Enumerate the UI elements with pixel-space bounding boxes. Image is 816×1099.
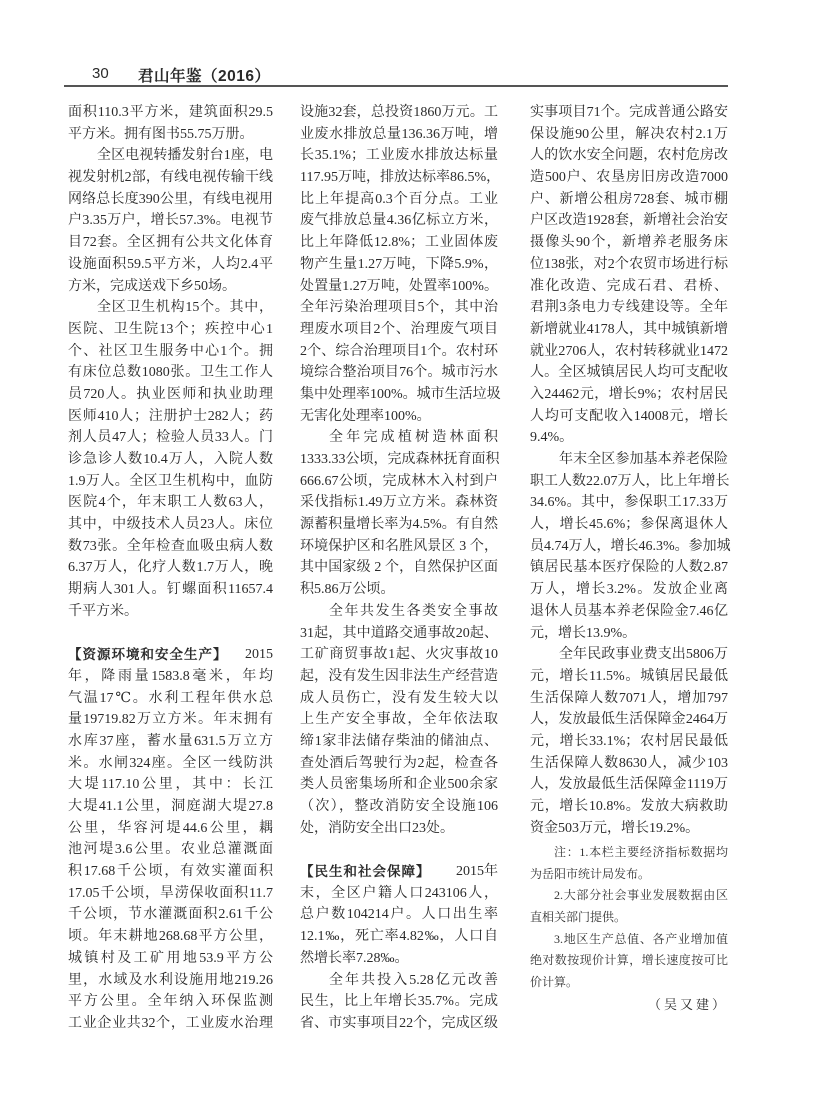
section-gap bbox=[300, 839, 498, 861]
text-line: 其中国家级 2 个，自然保护区面 bbox=[300, 560, 498, 576]
footnotes bbox=[530, 842, 728, 1016]
text-line: 镇居民基本医疗保险的人数2.87 bbox=[530, 560, 728, 576]
page-number: 30 bbox=[92, 65, 109, 82]
text-line: 业废水排放总量136.36万吨，增 bbox=[300, 126, 498, 142]
text-line: 数73张。全年检查血吸虫病人数 bbox=[68, 538, 273, 554]
text-line: 生活保障人数7071人，增加797 bbox=[530, 690, 728, 706]
text-line: 境综合整治项目76个。城市污水 bbox=[300, 365, 498, 381]
text-line: 9.4%。 bbox=[530, 430, 574, 446]
text-line: 全年完成植树造林面积 bbox=[329, 430, 498, 446]
text-line: 民生，比上年增长35.7%。完成 bbox=[300, 994, 498, 1010]
text-line: 人，发放最低生活保障金1119万 bbox=[530, 777, 728, 793]
text-line: 设施面积59.5平方米，人均2.4平 bbox=[68, 256, 273, 272]
text-line: 全年共发生各类安全事故 bbox=[329, 603, 498, 619]
text-line: 年末全区参加基本养老保险 bbox=[559, 452, 728, 467]
text-line: 气温17℃。水利工程年供水总 bbox=[68, 690, 273, 706]
text-line: 全区卫生机构15个。其中， bbox=[97, 300, 273, 316]
section bbox=[300, 861, 498, 969]
text-line: 设施32套，总投资1860万元。工 bbox=[300, 105, 498, 120]
text-line: 缔1家非法储存柴油的储油点、 bbox=[300, 733, 498, 749]
text-line: 方米，完成送戏下乡50场。 bbox=[68, 278, 236, 294]
text-line: 剂人员47人；检验人员33人。门 bbox=[68, 430, 273, 446]
text-line: 117.95万吨，排放达标率86.5%， bbox=[300, 170, 501, 186]
text-line: 员720人。执业医师和执业助理 bbox=[68, 386, 273, 402]
text-line: 666.67公顷，完成林木入村到户 bbox=[300, 473, 498, 489]
footnote-line: 3.地区生产总值、各产业增加值 bbox=[554, 931, 728, 946]
text-line: 总户数104214户。人口出生率 bbox=[300, 907, 498, 923]
text-line: 元，增长13.9%。 bbox=[530, 625, 637, 641]
text-line: 大堤117.10公里，其中：长江 bbox=[68, 777, 273, 793]
text-line: 摄像头90个，新增养老服务床 bbox=[530, 235, 728, 251]
text-column-3 bbox=[530, 102, 731, 839]
text-line: 成人员伤亡，没有发生较大以 bbox=[300, 690, 498, 706]
paragraph bbox=[530, 102, 728, 449]
text-line: 城镇村及工矿用地53.9平方公 bbox=[68, 950, 273, 966]
text-line: 君荆3条电力专线建设等。全年 bbox=[530, 300, 728, 316]
paragraph bbox=[300, 102, 501, 427]
section-heading-line bbox=[300, 861, 498, 883]
section-heading: 【资源环境和安全生产】 bbox=[68, 647, 228, 663]
text-line: 生活保障人数8630人，减少103 bbox=[530, 755, 728, 771]
text-line: 起，没有发生因非法生产经营造 bbox=[300, 668, 498, 684]
text-line: 人，增长45.6%；参保离退休人 bbox=[530, 517, 728, 533]
text-line: 6.37万人，化疗人数1.7万人，晚 bbox=[68, 560, 273, 576]
text-line: 量19719.82万立方米。年末拥有 bbox=[68, 712, 273, 728]
section-heading: 【民生和社会保障】 bbox=[300, 864, 431, 880]
text-line: 全年污染治理项目5个，其中治 bbox=[300, 300, 498, 316]
text-line: 造500户、农垦房旧房改造7000 bbox=[530, 170, 728, 186]
text-line: 处，消防安全出口23处。 bbox=[300, 820, 454, 836]
paragraph bbox=[530, 449, 731, 644]
text-line: 省、市实事项目22个，完成区级 bbox=[300, 1015, 498, 1031]
text-line: 公里，华容河堤44.6公里，耦 bbox=[68, 820, 273, 836]
text-line: 其中，中级技术人员23人。床位 bbox=[68, 517, 273, 533]
text-line: 31起，其中道路交通事故20起、 bbox=[300, 625, 498, 641]
text-line: 有床位总数1080张。卫生工作人 bbox=[68, 365, 273, 381]
text-line: 集中处理率100%。城市生活垃圾 bbox=[300, 386, 501, 402]
text-line: 环境保护区和名胜风景区 3 个， bbox=[300, 538, 498, 554]
text-line: 新增就业4178人，其中城镇新增 bbox=[530, 321, 728, 337]
text-line: 全年民政事业费支出5806万 bbox=[559, 647, 728, 663]
text-line: 就业2706人，农村转移就业1472 bbox=[530, 343, 728, 359]
text-line: 米。水闸324座。全区一线防洪 bbox=[68, 755, 273, 771]
text-line: 职工人数22.07万人，比上年增长 bbox=[530, 473, 730, 489]
text-line: （次），整改消防安全设施106 bbox=[300, 799, 498, 814]
text-line: 万人，增长3.2%。发放企业离 bbox=[530, 582, 728, 598]
text-line: 保设施90公里，解决农村2.1万 bbox=[530, 126, 728, 142]
text-line: 元，增长10.8%。发放大病救助 bbox=[530, 799, 728, 814]
text-line: 比上年提高0.3个百分点。工业 bbox=[300, 191, 498, 207]
text-line: 千公顷，节水灌溉面积2.61千公 bbox=[68, 907, 273, 923]
running-title: 君山年鉴（2016） bbox=[138, 68, 271, 85]
text-line: 查处酒后驾驶行为2起，检查各 bbox=[300, 755, 498, 771]
text-line: 元，增长33.1%；农村居民最低 bbox=[530, 733, 728, 749]
text-line: 1.9万人。全区卫生机构中，血防 bbox=[68, 473, 273, 489]
text-line: 无害化处理率100%。 bbox=[300, 408, 431, 424]
text-line: 1333.33公顷，完成森林抚育面积 bbox=[300, 452, 500, 467]
text-line: 然增长率7.28‰。 bbox=[300, 950, 409, 966]
text-line: 水库37座，蓄水量631.5万立方 bbox=[68, 733, 273, 749]
paragraph bbox=[530, 644, 728, 839]
footnote-line: 注：1.本栏主要经济指标数据均 bbox=[554, 845, 728, 859]
footnote-line: 为岳阳市统计局发布。 bbox=[530, 866, 651, 881]
text-line: 34.6%。其中，参保职工17.33万 bbox=[530, 495, 728, 511]
text-line: 退休人员基本养老保险金7.46亿 bbox=[530, 603, 728, 619]
text-line: 面积110.3平方米，建筑面积29.5 bbox=[68, 105, 273, 120]
paragraph bbox=[68, 145, 273, 297]
text-line: 位138张，对2个农贸市场进行标 bbox=[530, 256, 728, 272]
text-line: 17.05千公顷，旱涝保收面积11.7 bbox=[68, 885, 273, 901]
text-line: 2015 bbox=[245, 647, 273, 663]
text-line: 工业企业共32个，工业废水治理 bbox=[68, 1015, 273, 1031]
text-line: 顷。年末耕地268.68平方公里， bbox=[68, 929, 273, 945]
footnote-line: 2.大部分社会事业发展数据由区 bbox=[554, 888, 728, 903]
text-line: 池河堤3.6公里。农业总灌溉面 bbox=[68, 842, 273, 858]
text-line: 目72套。全区拥有公共文化体育 bbox=[68, 235, 273, 251]
text-line: 年，降雨量1583.8毫米，年均 bbox=[68, 668, 273, 684]
text-line: 平方公里。全年纳入环保监测 bbox=[68, 994, 273, 1010]
text-line: 医师410人；注册护士282人；药 bbox=[68, 408, 273, 424]
text-line: 人均可支配收入14008元，增长 bbox=[530, 408, 728, 424]
text-line: 采伐指标1.49万立方米。森林资 bbox=[300, 495, 498, 511]
text-line: 医院4个，年末职工人数63人， bbox=[68, 495, 273, 511]
section bbox=[68, 644, 273, 1034]
text-line: 资金503万元，增长19.2%。 bbox=[530, 820, 700, 836]
paragraph bbox=[300, 427, 498, 601]
text-line: 人的饮水安全问题，农村危房改 bbox=[530, 148, 728, 164]
text-line: 户3.35万户，增长57.3%。电视节 bbox=[68, 213, 273, 229]
text-line: 工矿商贸事故1起、火灾事故10 bbox=[300, 647, 498, 663]
text-line: 医院、卫生院13个；疾控中心1 bbox=[68, 321, 273, 337]
text-line: 理废水项目2个、治理废气项目 bbox=[300, 321, 498, 337]
text-line: 积17.68千公顷，有效实灌面积 bbox=[68, 864, 273, 880]
text-line: 比上年降低12.8%；工业固体废 bbox=[300, 235, 498, 251]
text-line: 户区改造1928套，新增社会治安 bbox=[530, 213, 728, 229]
text-line: 上生产安全事故，全年依法取 bbox=[300, 712, 498, 728]
footnote bbox=[530, 885, 728, 928]
text-line: 平方米。拥有图书55.75万册。 bbox=[68, 126, 254, 142]
text-line: 网络总长度390公里，有线电视用 bbox=[68, 191, 273, 207]
paragraph bbox=[68, 102, 273, 145]
text-line: 诊急诊人数10.4万人，入院人数 bbox=[68, 452, 273, 467]
footnote bbox=[530, 929, 728, 994]
text-line: 期病人301人。钉螺面积11657.4 bbox=[68, 582, 273, 598]
text-line: 人，发放最低生活保障金2464万 bbox=[530, 712, 728, 728]
section-gap bbox=[68, 623, 273, 645]
paragraph bbox=[68, 297, 273, 622]
text-line: 入24462元，增长9%；农村居民 bbox=[530, 386, 728, 402]
paragraph bbox=[300, 601, 498, 840]
paragraph bbox=[300, 970, 498, 1035]
footnote-line: 价计算。 bbox=[530, 975, 579, 990]
text-line: 废气排放总量4.36亿标立方米， bbox=[300, 213, 498, 229]
text-line: 人。全区城镇居民人均可支配收 bbox=[530, 365, 728, 381]
text-line: 里，水域及水利设施用地219.26 bbox=[68, 972, 273, 988]
text-line: 视发射机2部，有线电视传输干线 bbox=[68, 170, 273, 186]
text-line: 积5.86万公顷。 bbox=[300, 582, 395, 598]
text-line: 源蓄积量增长率为4.5%。有自然 bbox=[300, 517, 498, 533]
text-line: 大堤41.1公里，洞庭湖大堤27.8 bbox=[68, 799, 273, 814]
text-line: 类人员密集场所和企业500余家 bbox=[300, 777, 498, 793]
text-column-1 bbox=[68, 102, 273, 1035]
text-line: 2015年 bbox=[456, 864, 498, 880]
text-line: 2个、综合治理项目1个。农村环 bbox=[300, 343, 498, 359]
footnote-line: 绝对数按现价计算，增长速度按可比 bbox=[530, 953, 728, 968]
header-rule bbox=[64, 85, 728, 87]
text-line: 长35.1%；工业废水排放达标量 bbox=[300, 148, 498, 164]
text-line: 员4.74万人，增长46.3%。参加城 bbox=[530, 538, 731, 554]
text-line: 实事项目71个。完成普通公路安 bbox=[530, 105, 728, 120]
text-line: 全区电视转播发射台1座，电 bbox=[97, 148, 273, 164]
text-line: 千平方米。 bbox=[68, 603, 138, 619]
text-column-2 bbox=[300, 102, 501, 1035]
text-line: 处置量1.27万吨，处置率100%。 bbox=[300, 278, 498, 294]
text-line: 12.1‰，死亡率4.82‰，人口自 bbox=[300, 929, 498, 945]
text-line: 个、社区卫生服务中心1个。拥 bbox=[68, 343, 273, 359]
footnote-line: 直相关部门提供。 bbox=[530, 910, 627, 925]
footnote bbox=[530, 842, 728, 885]
text-line: 准化改造、完成石君、君桥、 bbox=[530, 278, 728, 294]
text-line: 户、新增公租房728套、城市棚 bbox=[530, 191, 728, 207]
text-line: 末，全区户籍人口243106人， bbox=[300, 885, 498, 901]
author-credit: （吴又建） bbox=[647, 996, 728, 1012]
text-line: 物产生量1.27万吨，下降5.9%， bbox=[300, 256, 498, 272]
section-heading-line bbox=[68, 644, 273, 666]
text-line: 全年共投入5.28亿元改善 bbox=[329, 972, 498, 988]
text-line: 元，增长11.5%。城镇居民最低 bbox=[530, 668, 728, 684]
